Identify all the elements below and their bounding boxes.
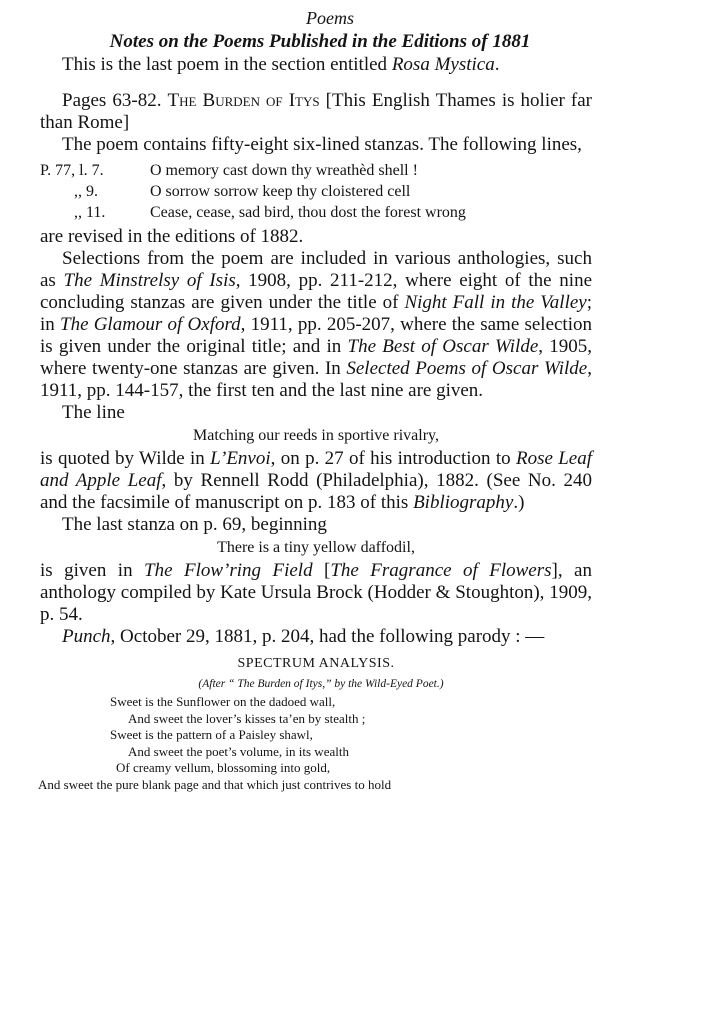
text-run: .) — [513, 492, 525, 513]
text-run: ], an anthology compiled by Kate Ursula Brock (Hodder & Stoughton), 1909, p. 54. — [40, 560, 592, 625]
paragraph-last-stanza: The last stanza on p. 69, beginning — [62, 514, 327, 535]
text-run: ; in — [40, 292, 592, 335]
parody-line: And sweet the poet’s volume, in its wealth — [128, 743, 349, 759]
parody-line: Sweet is the Sunflower on the dadoed wall, — [110, 694, 336, 709]
book-title: The Minstrelsy of Isis — [63, 270, 236, 291]
paragraph-the-line: The line — [62, 402, 125, 423]
paragraph-punch — [40, 626, 592, 648]
book-title: L’Envoi — [210, 448, 271, 469]
text-run: [ — [312, 560, 331, 581]
quoted-line: There is a tiny yellow daffodil, — [217, 539, 415, 556]
book-title: The Glamour of Oxford — [60, 314, 241, 335]
book-title: The Flow’ring Field — [144, 560, 313, 581]
text-run: , 1908, pp. 211-212, where eight of the nine concluding stanzas are given under the title of — [40, 270, 592, 313]
section-subtitle: Notes on the Poems Published in the Editions of 1881 — [109, 31, 531, 52]
parody-title: SPECTRUM ANALYSIS. — [237, 656, 395, 671]
book-title: Night Fall in the Valley — [404, 292, 587, 313]
line-text: Cease, cease, sad bird, thou dost the forest wrong — [150, 204, 466, 221]
text-run: , 1911, pp. 205-207, where the same selection is given under the original title; and in — [40, 314, 592, 357]
parody-subtitle: (After “ The Burden of Itys,” by the Wild-Eyed Poet.) — [198, 678, 444, 690]
text-run: is quoted by Wilde in — [40, 448, 211, 469]
book-title: The Best of Oscar Wilde — [347, 336, 539, 357]
book-title: Rose Leaf and Apple Leaf — [40, 448, 593, 491]
parody-line: And sweet the lover’s kisses ta’en by stealth ; — [128, 710, 366, 726]
paragraph-stanzas: The poem contains fifty-eight six-lined stanzas. The following lines, — [62, 134, 582, 155]
parody-verse — [40, 694, 592, 793]
verse-line — [40, 160, 592, 181]
paragraph-lenvoi — [40, 448, 592, 514]
parody-line: And sweet the pure blank page and that which just contrives to hold — [38, 776, 392, 792]
first-line: [This English Thames is holier far than Rome] — [40, 90, 593, 133]
parody-line: Sweet is the pattern of a Paisley shawl, — [110, 727, 313, 742]
revised-lines — [40, 160, 592, 223]
book-title: Selected Poems of Oscar Wilde — [346, 358, 588, 379]
paragraph-burden-of-itys — [40, 90, 592, 134]
quoted-line: Matching our reeds in sportive rivalry, — [192, 427, 439, 444]
book-title: Bibliography — [413, 492, 514, 513]
verse-line — [40, 202, 592, 223]
text-run: Selections from the poem are included in various anthologies, such as — [40, 248, 592, 291]
text-run: This is the last poem in the section entitled — [62, 54, 392, 75]
periodical-title: Punch — [62, 626, 111, 647]
paragraph-revised: are revised in the editions of 1882. — [40, 226, 304, 247]
line-reference: P. 77, l. 7. — [40, 162, 104, 179]
text-run: is given in — [40, 560, 145, 581]
running-title: Poems — [306, 8, 354, 28]
text-run: , 1911, pp. 144-157, the first ten and the last nine are given. — [40, 358, 592, 401]
book-title: The Fragrance of Flowers — [330, 560, 552, 581]
line-text: O memory cast down thy wreathèd shell ! — [150, 162, 418, 179]
page-range: Pages 63-82. — [62, 90, 168, 111]
text-run: . — [494, 54, 500, 75]
text-run: , October 29, 1881, p. 204, had the following parody : — — [110, 626, 545, 647]
line-reference: ,, 11. — [74, 204, 106, 221]
parody-line: Of creamy vellum, blossoming into gold, — [116, 760, 331, 775]
line-text: O sorrow sorrow keep thy cloistered cell — [150, 183, 411, 200]
paragraph-anthologies — [40, 248, 592, 402]
poem-title: The Burden of Itys — [167, 90, 320, 111]
text-run: , 1905, where twenty-one stanzas are given. In — [40, 336, 593, 379]
text-run: , by Rennell Rodd (Philadelphia), 1882. (See No. 240 and the facsimile of manuscript on p. 183 of this — [40, 470, 592, 513]
text-run: , on p. 27 of his introduction to — [270, 448, 516, 469]
book-page — [40, 6, 592, 793]
title-rosa-mystica: Rosa Mystica — [391, 54, 495, 75]
verse-line — [40, 181, 592, 202]
line-reference: ,, 9. — [74, 183, 98, 200]
notes-body — [40, 54, 592, 648]
paragraph-flowring-field — [40, 560, 592, 626]
paragraph-rosa-mystica — [40, 54, 592, 76]
